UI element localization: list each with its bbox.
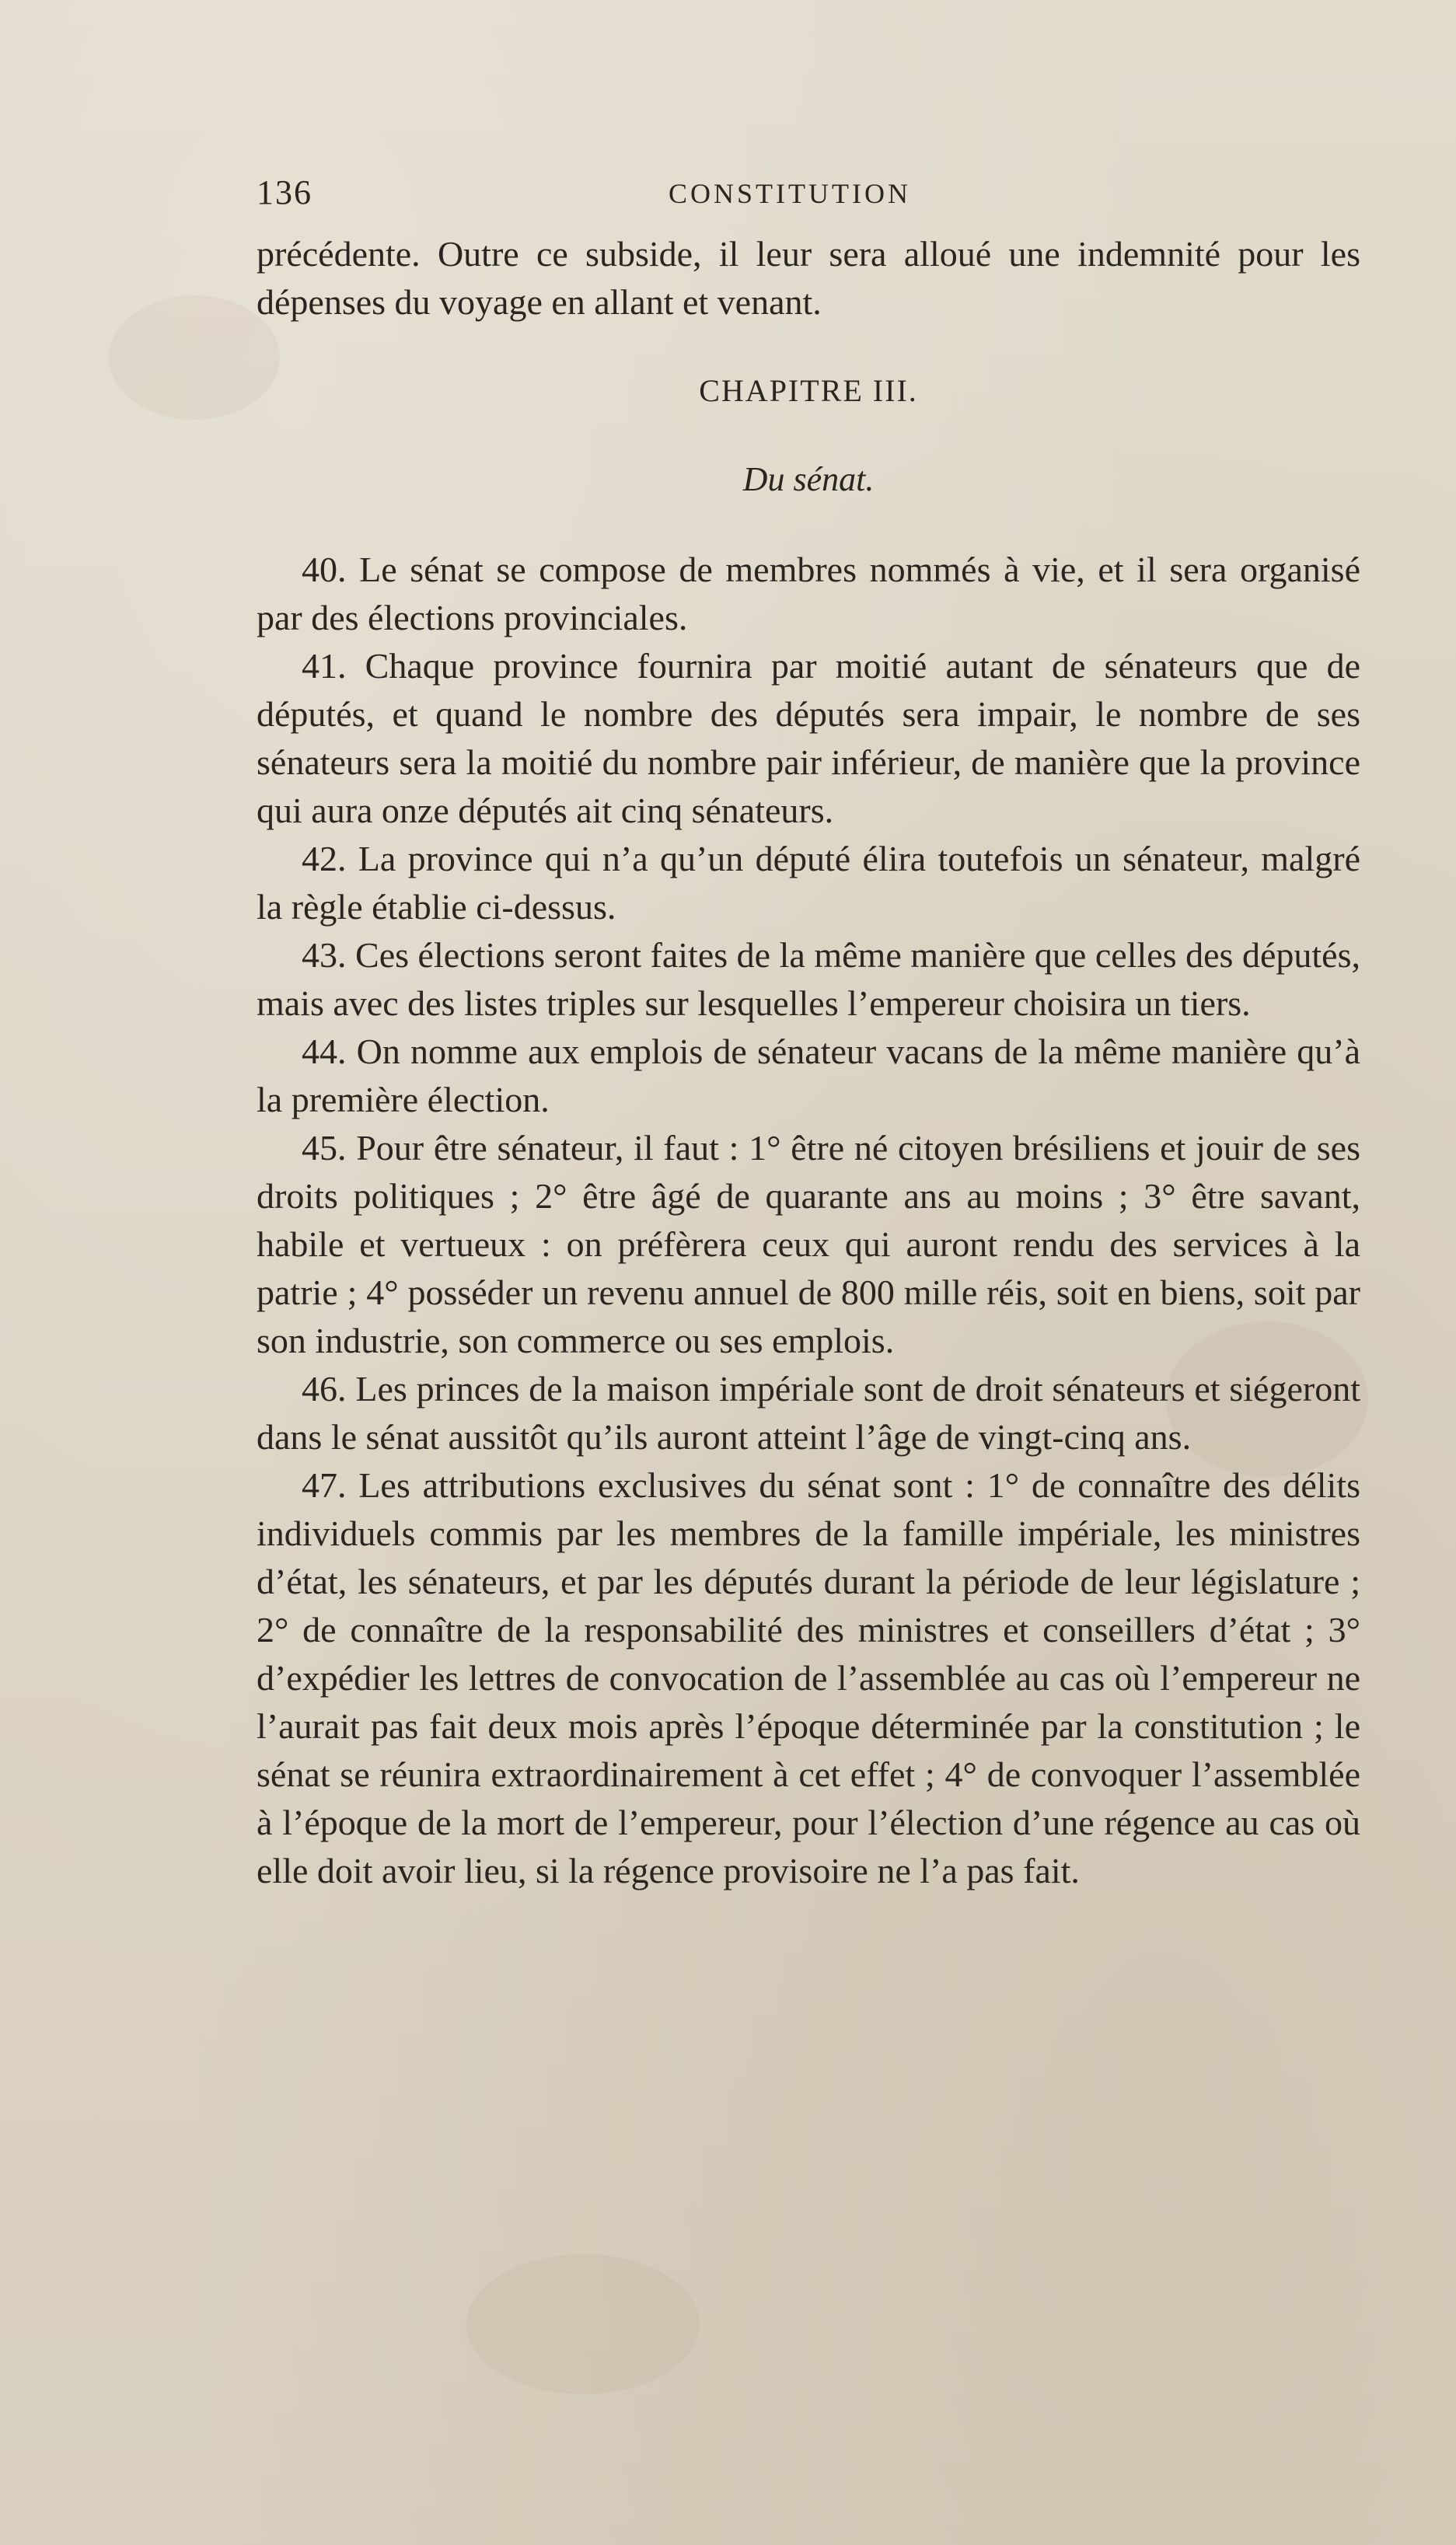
running-head: [257, 173, 1205, 227]
article-42: 42. La province qui n’a qu’un député élira toutefois un sénateur, malgré la règle établie ci-dessus.: [257, 839, 1360, 927]
article-47: 47. Les attributions exclusives du sénat sont : 1° de connaître des délits individuels commis par les membres de la famille impériale, les ministres d’état, les sénateurs, et par les députés durant la période de leur législature ; 2° de connaître de la responsabilité des ministres et conseillers d’état ; 3° d’expédier les lettres de convocation de l’assemblée au cas où l’empereur ne l’aurait pas fait deux mois après l’époque déterminée par la constitution ; le sénat se réunira extraordinairement à cet effet ; 4° de convoquer l’assemblée à l’époque de la mort de l’empereur, pour l’élection d’une régence au cas où elle doit avoir lieu, si la régence provisoire ne l’a pas fait.: [257, 1465, 1360, 1890]
chapter-heading: CHAPITRE III.: [699, 373, 918, 408]
chapter-subtitle: Du sénat.: [742, 460, 875, 498]
article-44: 44. On nomme aux emplois de sénateur vacans de la même manière qu’à la première élection.: [257, 1032, 1360, 1119]
article-45: 45. Pour être sénateur, il faut : 1° être né citoyen brésiliens et jouir de ses droits politiques ; 2° être âgé de quarante ans au moins ; 3° être savant, habile et vertueux : on préfèrera ceux qui auront rendu des services à la patrie ; 4° posséder un revenu annuel de 800 mille réis, soit en biens, soit par son industrie, son commerce ou ses emplois.: [257, 1128, 1360, 1360]
text-block: [257, 230, 1360, 1895]
paper-stain: [466, 2254, 700, 2394]
paper-stain: [109, 295, 280, 420]
article-40: 40. Le sénat se compose de membres nommés à vie, et il sera organisé par des élections provinciales.: [257, 550, 1360, 637]
page-number: 136: [257, 173, 312, 211]
article-41: 41. Chaque province fournira par moitié autant de sénateurs que de députés, et quand le nombre des députés sera impair, le nombre de ses sénateurs sera la moitié du nombre pair inférieur, de manière que la province qui aura onze députés ait cinq sénateurs.: [257, 646, 1360, 830]
continuation-paragraph: précédente. Outre ce subside, il leur sera alloué une indemnité pour les dépenses du voyage en allant et venant.: [257, 234, 1360, 322]
article-46: 46. Les princes de la maison impériale sont de droit sénateurs et siégeront dans le sénat aussitôt qu’ils auront atteint l’âge de vingt-cinq ans.: [257, 1369, 1360, 1457]
article-43: 43. Ces élections seront faites de la même manière que celles des députés, mais avec des listes triples sur lesquelles l’empereur choisira un tiers.: [257, 935, 1360, 1023]
running-title: CONSTITUTION: [669, 178, 911, 209]
